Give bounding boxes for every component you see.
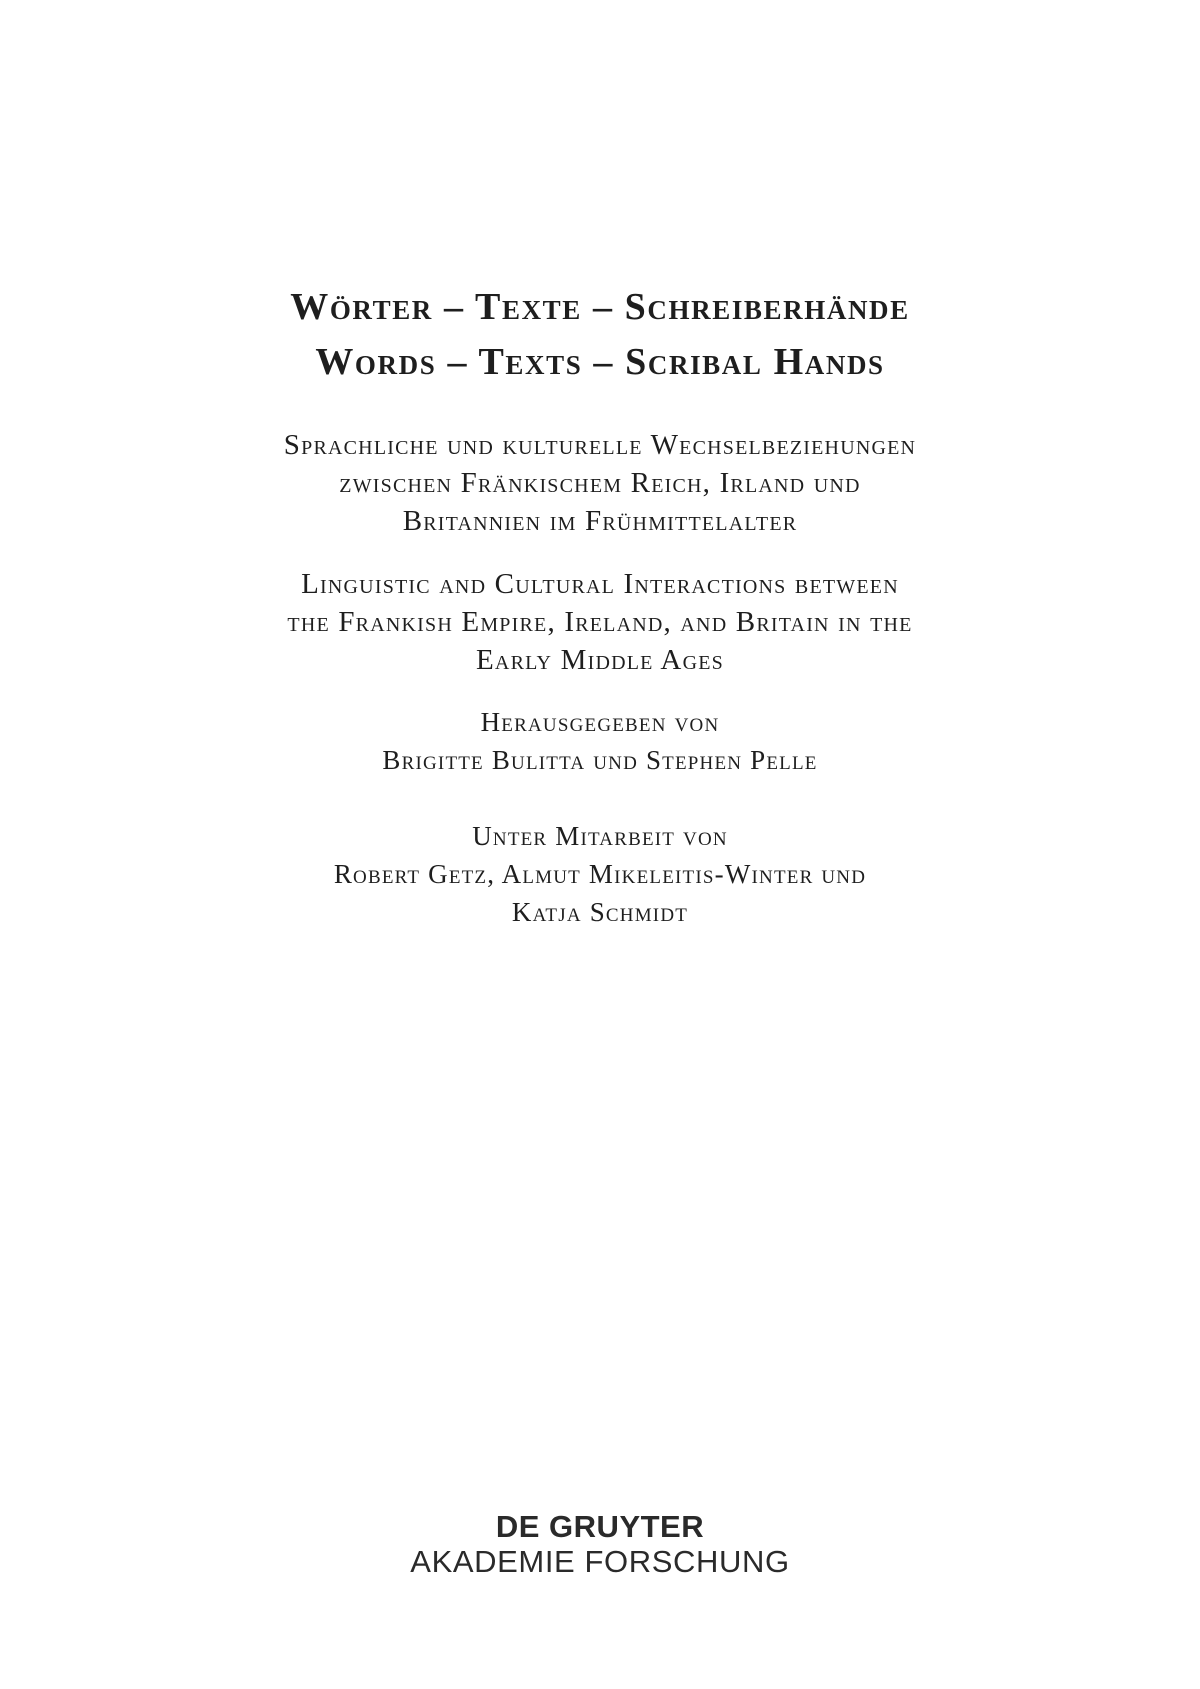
- title-english: Words – Texts – Scribal Hands: [315, 341, 885, 383]
- subtitle-german-line: Britannien im Frühmittelalter: [402, 505, 798, 537]
- editors-label: Herausgegeben von: [480, 707, 720, 737]
- subtitle-german-line: zwischen Fränkischem Reich, Irland und: [339, 467, 861, 499]
- collaborators-block: [0, 817, 1200, 931]
- book-title: [0, 280, 1200, 390]
- title-german: Wörter – Texte – Schreiberhände: [290, 286, 910, 328]
- publisher-logo: [0, 1510, 1200, 1580]
- subtitle-german: [0, 426, 1200, 540]
- subtitle-english-line: the Frankish Empire, Ireland, and Britain in the: [287, 606, 913, 638]
- subtitle-german-line: Sprachliche und kulturelle Wechselbeziehungen: [283, 429, 917, 461]
- collaborators-label: Unter Mitarbeit von: [472, 821, 728, 851]
- collaborators-names: Katja Schmidt: [511, 897, 689, 927]
- subtitle-english-line: Linguistic and Cultural Interactions between: [301, 568, 899, 600]
- subtitle-english-line: Early Middle Ages: [476, 644, 724, 676]
- publisher-series: AKADEMIE FORSCHUNG: [410, 1544, 790, 1579]
- editors-block: [0, 703, 1200, 779]
- collaborators-names: Robert Getz, Almut Mikeleitis-Winter und: [333, 859, 867, 889]
- publisher-name: DE GRUYTER: [495, 1509, 705, 1544]
- editors-names: Brigitte Bulitta und Stephen Pelle: [382, 745, 818, 775]
- subtitle-english: [0, 565, 1200, 679]
